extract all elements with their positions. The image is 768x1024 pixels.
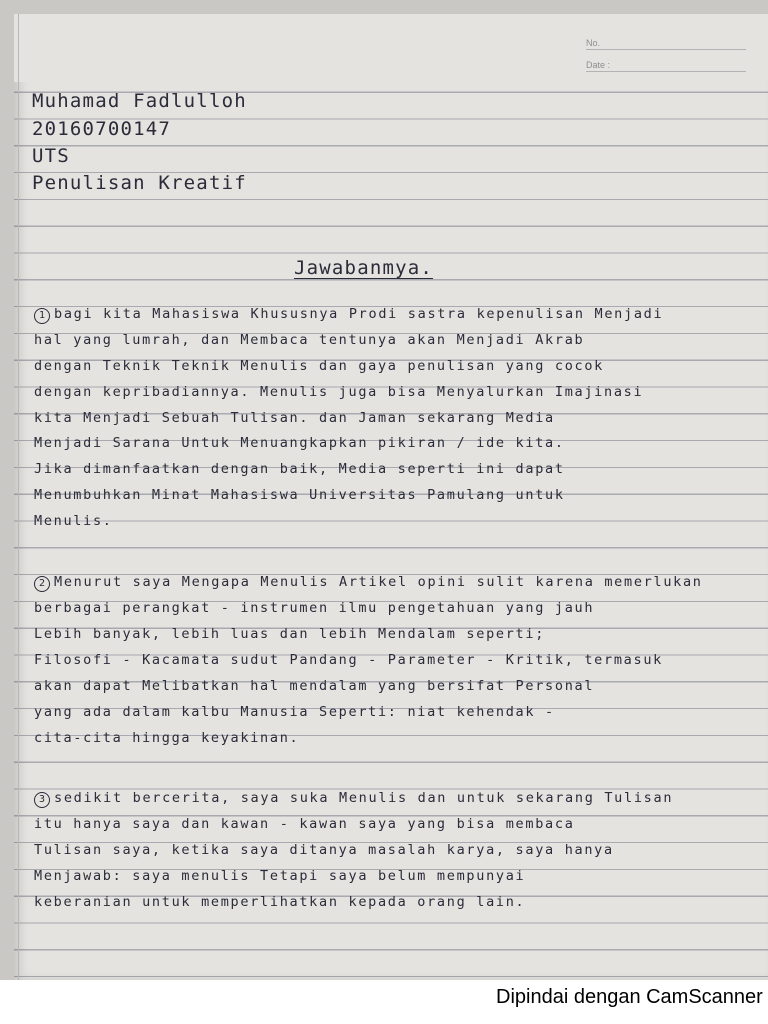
answer-1-line: hal yang lumrah, dan Membaca tentunya akan Menjadi Akrab xyxy=(34,332,585,348)
answer-2-line: yang ada dalam kalbu Manusia Seperti: niat kehendak - xyxy=(34,704,555,720)
notebook-page xyxy=(14,14,768,980)
scanner-watermark: Dipindai dengan CamScanner xyxy=(496,986,763,1008)
answer-3-line: Menjawab: saya menulis Tetapi saya belum mempunyai xyxy=(34,868,526,884)
answer-1-line: Menjadi Sarana Untuk Menuangkapkan pikiran / ide kita. xyxy=(34,435,565,451)
answer-1-line: Menumbuhkan Minat Mahasiswa Universitas Pamulang untuk xyxy=(34,487,565,503)
answer-1-line: Jika dimanfaatkan dengan baik, Media seperti ini dapat xyxy=(34,461,565,477)
meta-no: No. xyxy=(586,28,746,50)
student-nim: 20160700147 xyxy=(32,118,172,140)
answer-1-line: Menulis. xyxy=(34,513,113,529)
answer-1-line: dengan kepribadiannya. Menulis juga bisa Menyalurkan Imajinasi xyxy=(34,384,644,400)
answer-2-line: Lebih banyak, lebih luas dan lebih Mendalam seperti; xyxy=(34,626,546,642)
answer-2-line: cita-cita hingga keyakinan. xyxy=(34,730,300,746)
answer-2-line: 2 Menurut saya Mengapa Menulis Artikel opini sulit karena memerlukan xyxy=(34,574,703,592)
student-name: Muhamad Fadlulloh xyxy=(32,90,247,112)
answer-1-line: kita Menjadi Sebuah Tulisan. dan Jaman sekarang Media xyxy=(34,410,555,426)
answer-1-line: 1 bagi kita Mahasiswa Khususnya Prodi sastra kepenulisan Menjadi xyxy=(34,306,663,324)
answer-2-line: berbagai perangkat - instrumen ilmu pengetahuan yang jauh xyxy=(34,600,595,616)
exam-type: UTS xyxy=(32,145,70,167)
page-meta xyxy=(586,28,746,72)
answer-2-line: Filosofi - Kacamata sudut Pandang - Parameter - Kritik, termasuk xyxy=(34,652,663,668)
answer-number: 3 xyxy=(34,792,50,808)
answer-number: 2 xyxy=(34,576,50,592)
answer-3-line: itu hanya saya dan kawan - kawan saya yang bisa membaca xyxy=(34,816,575,832)
answer-3-line: Tulisan saya, ketika saya ditanya masalah karya, saya hanya xyxy=(34,842,614,858)
answers-title: Jawabanmya. xyxy=(294,257,434,279)
meta-date: Date : xyxy=(586,50,746,72)
answer-number: 1 xyxy=(34,308,50,324)
course-name: Penulisan Kreatif xyxy=(32,172,247,194)
answer-2-line: akan dapat Melibatkan hal mendalam yang bersifat Personal xyxy=(34,678,595,694)
answer-1-line: dengan Teknik Teknik Menulis dan gaya penulisan yang cocok xyxy=(34,358,605,374)
answer-3-line: 3 sedikit bercerita, saya suka Menulis dan untuk sekarang Tulisan xyxy=(34,790,673,808)
margin-line xyxy=(18,14,19,980)
answer-3-line: keberanian untuk memperlihatkan kepada orang lain. xyxy=(34,894,526,910)
